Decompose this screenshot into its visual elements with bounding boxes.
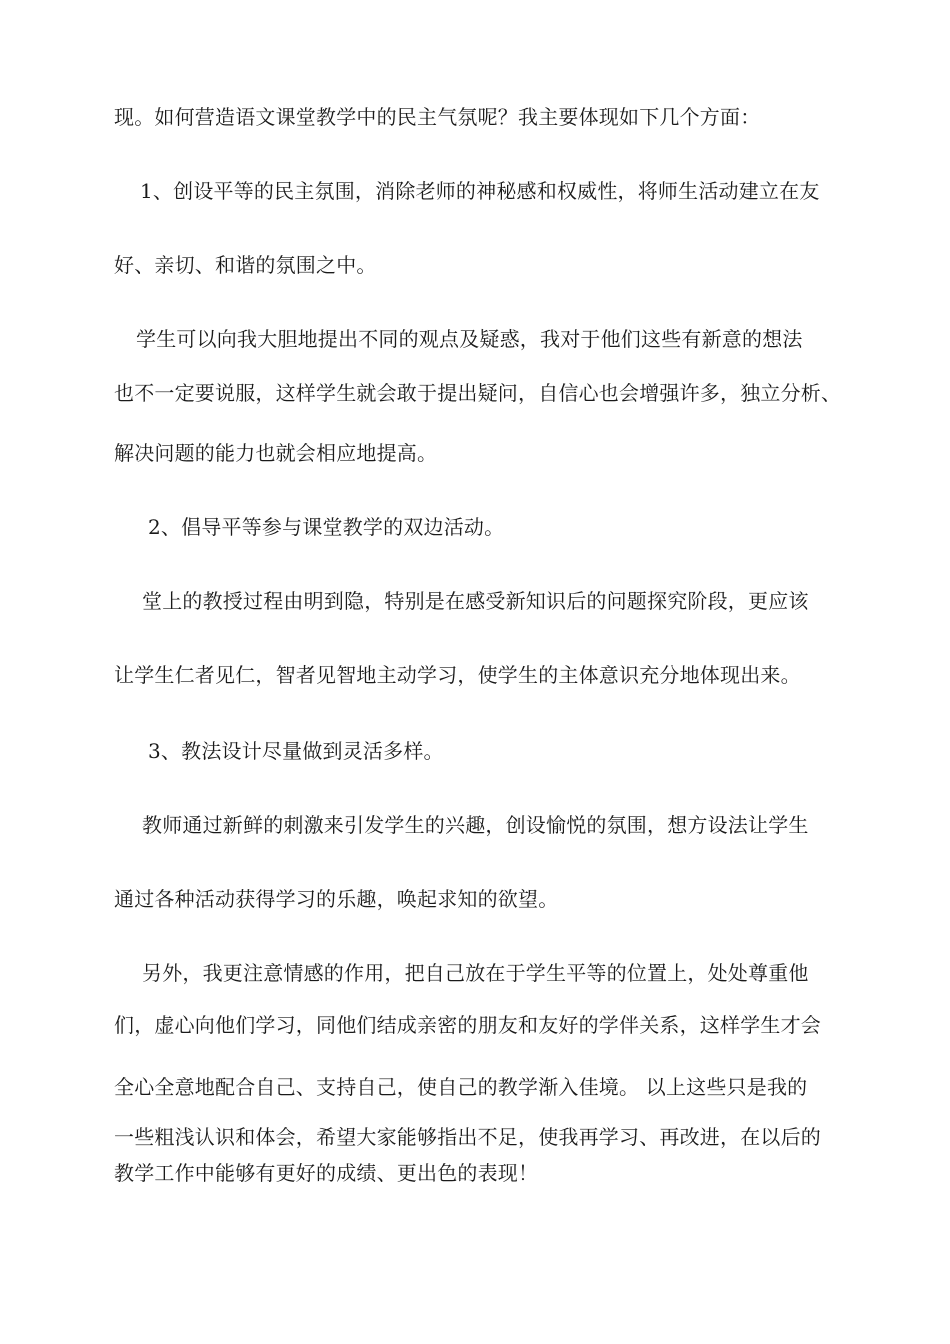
text-line-5: 也不一定要说服，这样学生就会敢于提出疑问，自信心也会增强许多，独立分析、 [114, 381, 842, 405]
numbered-item-2: 2、倡导平等参与课堂教学的双边活动。 [148, 515, 505, 539]
numbered-item-3: 3、教法设计尽量做到灵活多样。 [148, 739, 444, 763]
text-line-4: 学生可以向我大胆地提出不同的观点及疑惑，我对于他们这些有新意的想法 [136, 327, 803, 351]
text-line-8: 堂上的教授过程由明到隐，特别是在感受新知识后的问题探究阶段，更应该 [142, 589, 809, 613]
numbered-item-1: 1、创设平等的民主氛围，消除老师的神秘感和权威性，将师生活动建立在友 [140, 179, 820, 203]
text-line-6: 解决问题的能力也就会相应地提高。 [114, 441, 438, 465]
text-line-17: 教学工作中能够有更好的成绩、更出色的表现！ [114, 1161, 539, 1185]
text-line-16: 一些粗浅认识和体会，希望大家能够指出不足，使我再学习、再改进，在以后的 [114, 1125, 821, 1149]
text-line-13: 另外，我更注意情感的作用，把自己放在于学生平等的位置上，处处尊重他 [142, 961, 809, 985]
text-line-9: 让学生仁者见仁，智者见智地主动学习，使学生的主体意识充分地体现出来。 [114, 663, 801, 687]
text-line-1: 现。如何营造语文课堂教学中的民主气氛呢？我主要体现如下几个方面： [114, 105, 761, 129]
text-line-12: 通过各种活动获得学习的乐趣，唤起求知的欲望。 [114, 887, 559, 911]
text-line-3: 好、亲切、和谐的氛围之中。 [114, 253, 377, 277]
text-line-14: 们，虚心向他们学习，同他们结成亲密的朋友和友好的学伴关系，这样学生才会 [114, 1013, 821, 1037]
text-line-15: 全心全意地配合自己、支持自己，使自己的教学渐入佳境。 以上这些只是我的 [114, 1075, 808, 1099]
text-line-11: 教师通过新鲜的刺激来引发学生的兴趣，创设愉悦的氛围，想方设法让学生 [142, 813, 809, 837]
